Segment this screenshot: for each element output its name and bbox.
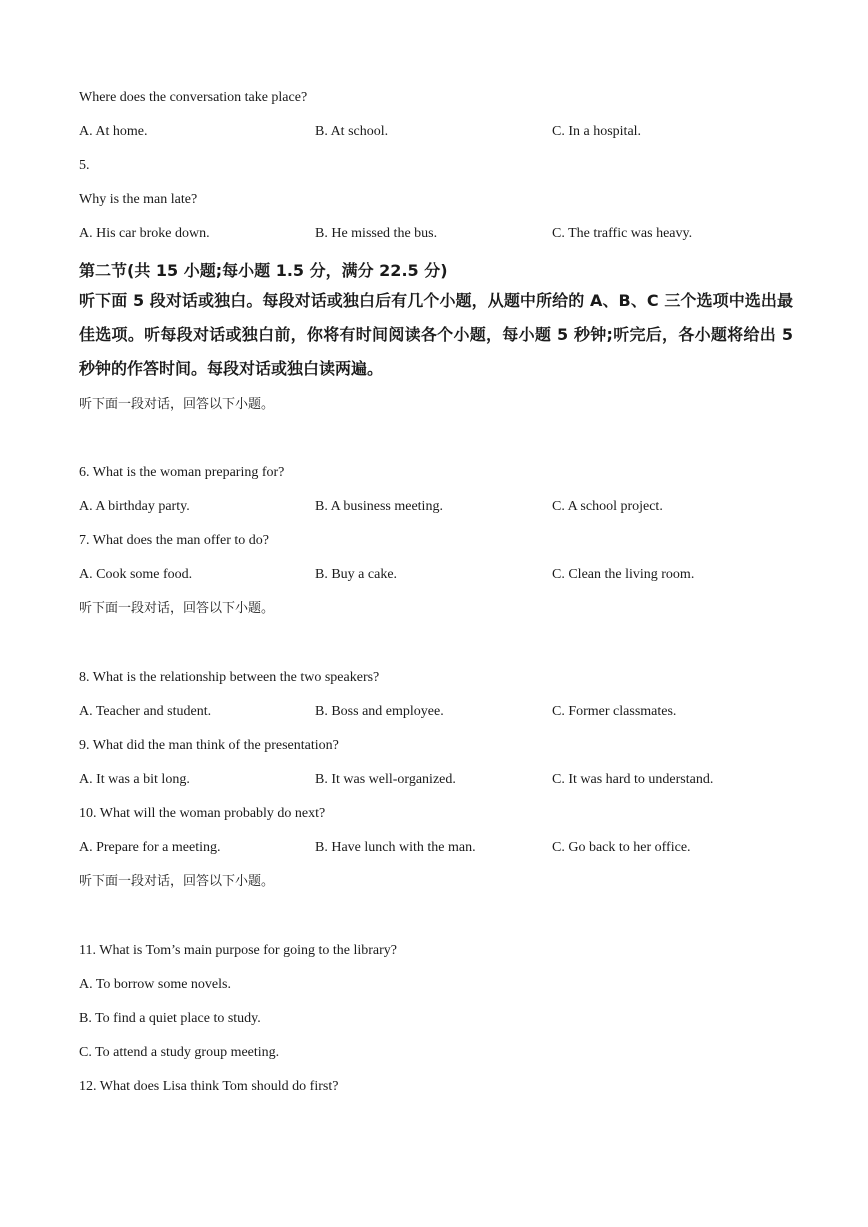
- dialog-prompt-1: 听下面一段对话，回答以下小题。: [79, 397, 275, 412]
- question-10-option-a: A. Prepare for a meeting.: [79, 840, 221, 855]
- question-10-option-b: B. Have lunch with the man.: [315, 840, 476, 855]
- question-8-option-b: B. Boss and employee.: [315, 704, 444, 719]
- question-5-option-c: C. The traffic was heavy.: [552, 226, 693, 241]
- dialog-prompt-3: 听下面一段对话，回答以下小题。: [79, 874, 275, 889]
- question-4-option-c: C. In a hospital.: [552, 124, 642, 139]
- question-11-option-c: C. To attend a study group meeting.: [79, 1045, 280, 1060]
- section-instructions: 听下面 5 段对话或独白。每段对话或独白后有几个小题，从题中所给的 A、B、C 三个选项中选出最佳选项。听每段对话或独白前，你将有时间阅读各个小题，每小题 5 秒钟;听完后，各小题将给出 5 秒钟的作答时间。每段对话或独白读两遍。: [79, 291, 793, 378]
- question-4-option-a: A. At home.: [79, 124, 148, 139]
- question-4-text: Where does the conversation take place?: [79, 90, 308, 105]
- question-8-text: 8. What is the relationship between the two speakers?: [79, 670, 380, 685]
- question-6-option-c: C. A school project.: [552, 499, 663, 514]
- section-heading: 第二节(共 15 小题;每小题 1.5 分，满分 22.5 分): [79, 261, 448, 280]
- question-7-option-c: C. Clean the living room.: [552, 567, 695, 582]
- question-6-option-b: B. A business meeting.: [315, 499, 443, 514]
- question-11-option-b: B. To find a quiet place to study.: [79, 1011, 261, 1026]
- question-6-option-a: A. A birthday party.: [79, 499, 190, 514]
- question-7-option-a: A. Cook some food.: [79, 567, 193, 582]
- question-8-option-a: A. Teacher and student.: [79, 704, 212, 719]
- question-5-option-b: B. He missed the bus.: [315, 226, 438, 241]
- question-10-option-c: C. Go back to her office.: [552, 840, 691, 855]
- question-9-option-a: A. It was a bit long.: [79, 772, 190, 787]
- question-9-text: 9. What did the man think of the presentation?: [79, 738, 339, 753]
- dialog-prompt-2: 听下面一段对话，回答以下小题。: [79, 601, 275, 616]
- question-9-option-b: B. It was well-organized.: [315, 772, 456, 787]
- question-9-option-c: C. It was hard to understand.: [552, 772, 714, 787]
- question-7-text: 7. What does the man offer to do?: [79, 533, 269, 548]
- question-12-text: 12. What does Lisa think Tom should do first?: [79, 1079, 339, 1094]
- question-10-text: 10. What will the woman probably do next?: [79, 806, 326, 821]
- question-4-option-b: B. At school.: [315, 124, 389, 139]
- question-11-option-a: A. To borrow some novels.: [79, 977, 231, 992]
- question-7-option-b: B. Buy a cake.: [315, 567, 398, 582]
- question-8-option-c: C. Former classmates.: [552, 704, 677, 719]
- question-5-number: 5.: [79, 158, 90, 173]
- question-11-text: 11. What is Tom’s main purpose for going to the library?: [79, 943, 397, 958]
- question-6-text: 6. What is the woman preparing for?: [79, 465, 285, 480]
- question-5-text: Why is the man late?: [79, 192, 198, 207]
- question-5-option-a: A. His car broke down.: [79, 226, 210, 241]
